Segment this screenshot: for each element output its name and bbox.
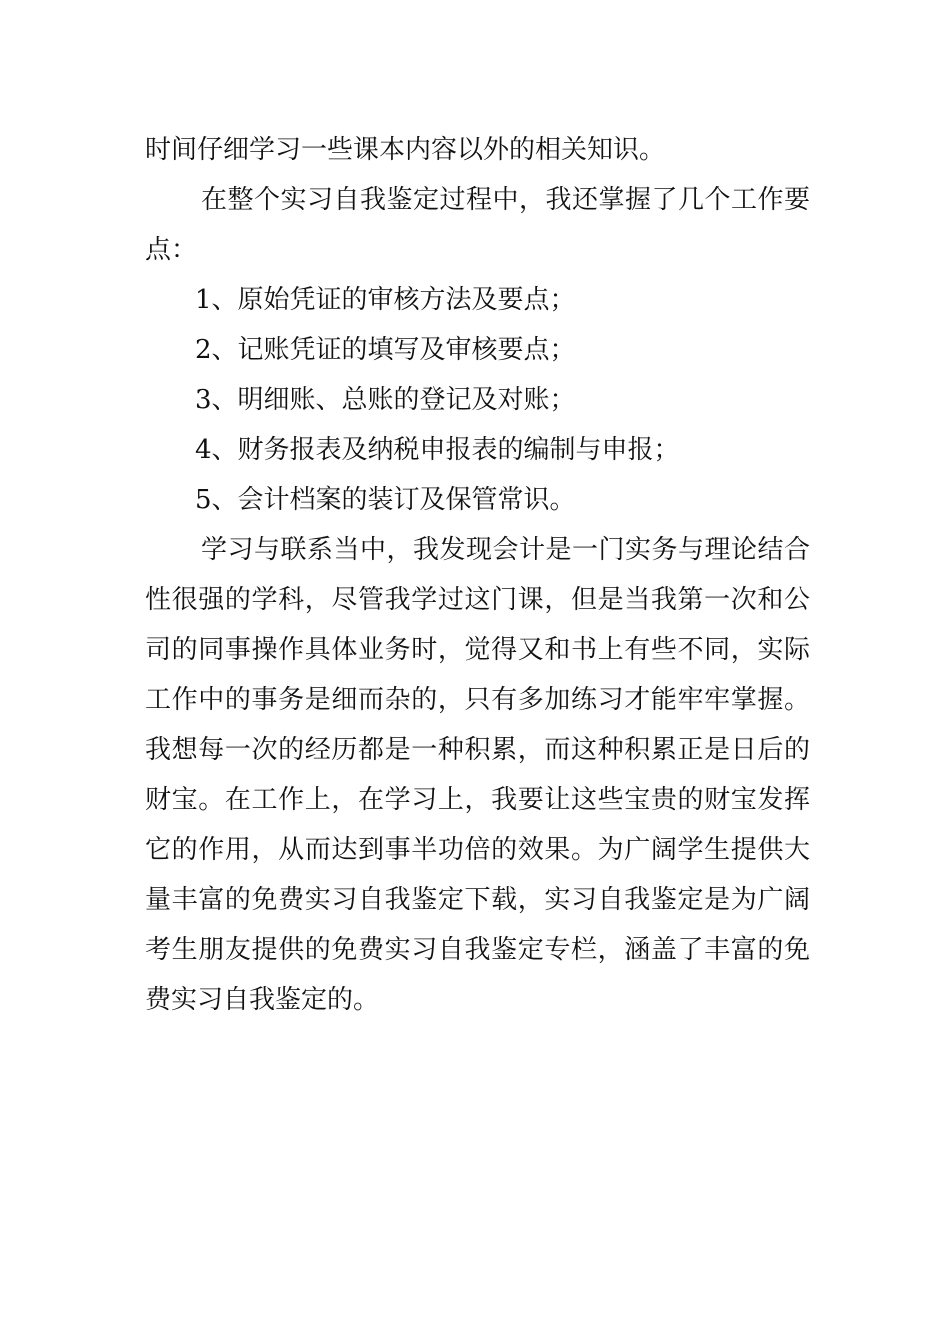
list-item: 3、明细账、总账的登记及对账； <box>195 385 576 415</box>
paragraph-line: 量丰富的免费实习自我鉴定下载，实习自我鉴定是为广阔 <box>145 885 810 915</box>
paragraph-line: 性很强的学科，尽管我学过这门课，但是当我第一次和公 <box>145 585 810 615</box>
paragraph-line: 时间仔细学习一些课本内容以外的相关知识。 <box>145 135 666 165</box>
list-item: 1、原始凭证的审核方法及要点； <box>195 285 576 315</box>
body-text <box>145 125 810 1025</box>
paragraph-line: 学习与联系当中，我发现会计是一门实务与理论结合 <box>201 535 810 565</box>
paragraph-line: 我想每一次的经历都是一种积累，而这种积累正是日后的 <box>145 735 810 765</box>
list-item: 2、记账凭证的填写及审核要点； <box>195 335 576 365</box>
paragraph-line: 费实习自我鉴定的。 <box>145 985 380 1015</box>
list-item: 5、会计档案的装订及保管常识。 <box>195 485 576 515</box>
paragraph-line: 它的作用，从而达到事半功倍的效果。为广阔学生提供大 <box>145 835 810 865</box>
list-item: 4、财务报表及纳税申报表的编制与申报； <box>195 435 680 465</box>
paragraph-line: 考生朋友提供的免费实习自我鉴定专栏，涵盖了丰富的免 <box>145 935 810 965</box>
paragraph-line: 财宝。在工作上，在学习上，我要让这些宝贵的财宝发挥 <box>145 785 810 815</box>
paragraph-line: 在整个实习自我鉴定过程中，我还掌握了几个工作要 <box>201 185 810 215</box>
paragraph-line: 点： <box>145 235 198 265</box>
paragraph-line: 司的同事操作具体业务时，觉得又和书上有些不同，实际 <box>145 635 810 665</box>
paragraph-line: 工作中的事务是细而杂的，只有多加练习才能牢牢掌握。 <box>145 685 810 715</box>
